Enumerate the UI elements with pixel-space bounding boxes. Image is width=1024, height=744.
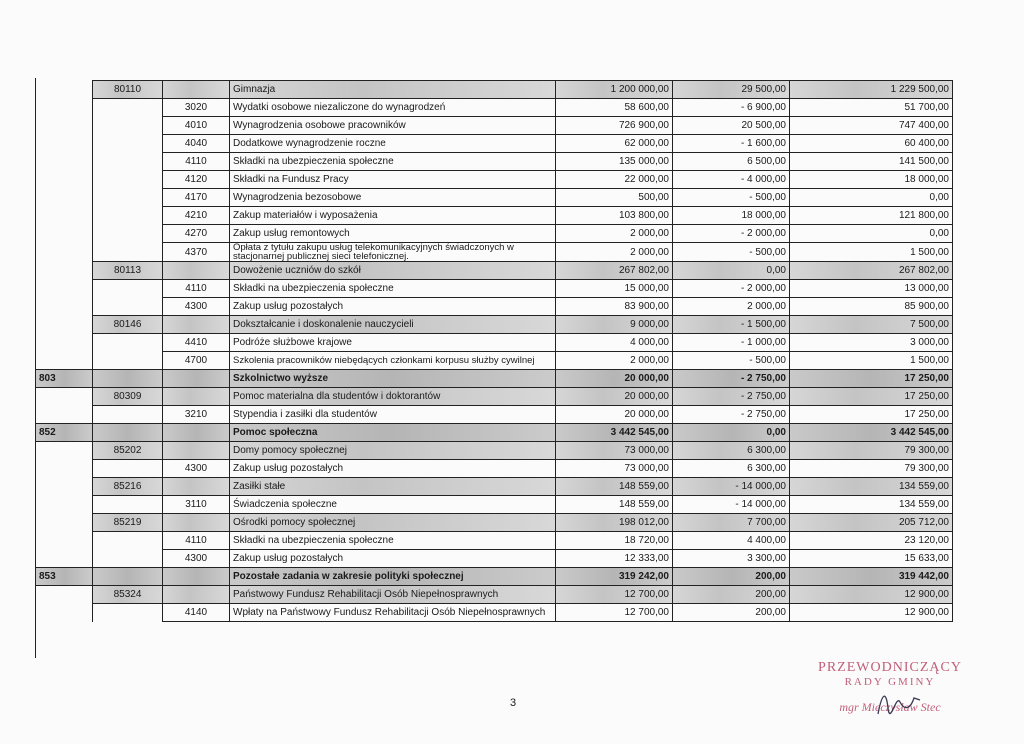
cell-b: 200,00: [673, 604, 790, 622]
cell-par: 4110: [163, 153, 230, 171]
table-row: [36, 262, 953, 280]
cell-dz: [36, 135, 93, 153]
cell-name: Zakup materiałów i wyposażenia: [230, 207, 556, 225]
cell-a: 62 000,00: [556, 135, 673, 153]
table-row: [36, 280, 953, 298]
cell-name: Wydatki osobowe niezaliczone do wynagrodzeń: [230, 99, 556, 117]
cell-c: 3 000,00: [790, 334, 953, 352]
cell-name: Składki na ubezpieczenia społeczne: [230, 153, 556, 171]
table-row: [36, 604, 953, 622]
cell-c: 79 300,00: [790, 460, 953, 478]
cell-par: 4110: [163, 280, 230, 298]
cell-c: 60 400,00: [790, 135, 953, 153]
cell-a: 20 000,00: [556, 406, 673, 424]
cell-par: 4410: [163, 334, 230, 352]
cell-a: 12 700,00: [556, 604, 673, 622]
cell-c: 134 559,00: [790, 478, 953, 496]
cell-a: 2 000,00: [556, 225, 673, 243]
cell-c: 17 250,00: [790, 388, 953, 406]
cell-c: 1 229 500,00: [790, 81, 953, 99]
cell-name: Wpłaty na Państwowy Fundusz Rehabilitacji Osób Niepełnosprawnych: [230, 604, 556, 622]
cell-b: 200,00: [673, 586, 790, 604]
cell-a: 500,00: [556, 189, 673, 207]
cell-dz: 803: [36, 370, 93, 388]
cell-b: 7 700,00: [673, 514, 790, 532]
stamp-name: mgr Mieczysław Stec: [839, 700, 941, 714]
cell-roz: [93, 225, 163, 243]
cell-roz: 85324: [93, 586, 163, 604]
cell-roz: [93, 550, 163, 568]
cell-a: 2 000,00: [556, 243, 673, 262]
cell-dz: [36, 388, 93, 406]
cell-dz: [36, 442, 93, 460]
cell-b: - 4 000,00: [673, 171, 790, 189]
cell-b: - 2 750,00: [673, 406, 790, 424]
cell-name: Dodatkowe wynagrodzenie roczne: [230, 135, 556, 153]
cell-a: 9 000,00: [556, 316, 673, 334]
cell-roz: [93, 460, 163, 478]
cell-par: 4170: [163, 189, 230, 207]
cell-c: 267 802,00: [790, 262, 953, 280]
cell-par: [163, 442, 230, 460]
cell-a: 135 000,00: [556, 153, 673, 171]
table-row: [36, 99, 953, 117]
cell-name: Składki na ubezpieczenia społeczne: [230, 532, 556, 550]
cell-c: 13 000,00: [790, 280, 953, 298]
cell-b: - 2 000,00: [673, 225, 790, 243]
table-row: [36, 478, 953, 496]
cell-dz: [36, 81, 93, 99]
cell-roz: [93, 171, 163, 189]
cell-par: [163, 424, 230, 442]
cell-name: Stypendia i zasiłki dla studentów: [230, 406, 556, 424]
cell-par: [163, 81, 230, 99]
cell-dz: [36, 207, 93, 225]
cell-roz: [93, 370, 163, 388]
cell-roz: [93, 496, 163, 514]
cell-c: 17 250,00: [790, 406, 953, 424]
cell-par: 4270: [163, 225, 230, 243]
table-row: [36, 388, 953, 406]
cell-c: 23 120,00: [790, 532, 953, 550]
cell-par: 4010: [163, 117, 230, 135]
cell-a: 726 900,00: [556, 117, 673, 135]
cell-a: 4 000,00: [556, 334, 673, 352]
cell-a: 3 442 545,00: [556, 424, 673, 442]
cell-roz: [93, 99, 163, 117]
cell-name: Zakup usług remontowych: [230, 225, 556, 243]
cell-dz: [36, 460, 93, 478]
cell-par: 4120: [163, 171, 230, 189]
cell-c: 79 300,00: [790, 442, 953, 460]
cell-roz: 85216: [93, 478, 163, 496]
cell-roz: [93, 207, 163, 225]
cell-roz: 85219: [93, 514, 163, 532]
cell-roz: 80110: [93, 81, 163, 99]
cell-c: 319 442,00: [790, 568, 953, 586]
cell-dz: [36, 604, 93, 622]
cell-name: Składki na ubezpieczenia społeczne: [230, 280, 556, 298]
cell-a: 103 800,00: [556, 207, 673, 225]
cell-c: 205 712,00: [790, 514, 953, 532]
cell-c: 1 500,00: [790, 352, 953, 370]
signature-icon: [870, 688, 930, 718]
table-row: [36, 442, 953, 460]
cell-c: 0,00: [790, 189, 953, 207]
cell-par: 4040: [163, 135, 230, 153]
table-row: [36, 135, 953, 153]
cell-dz: [36, 153, 93, 171]
table-row: [36, 81, 953, 99]
cell-par: 4700: [163, 352, 230, 370]
table-row: [36, 189, 953, 207]
cell-a: 2 000,00: [556, 352, 673, 370]
cell-name: Dokształcanie i doskonalenie nauczycieli: [230, 316, 556, 334]
cell-roz: [93, 189, 163, 207]
cell-dz: 853: [36, 568, 93, 586]
cell-b: 2 000,00: [673, 298, 790, 316]
cell-par: 3210: [163, 406, 230, 424]
cell-b: 3 300,00: [673, 550, 790, 568]
cell-dz: [36, 280, 93, 298]
table-row: [36, 370, 953, 388]
cell-name: Składki na Fundusz Pracy: [230, 171, 556, 189]
cell-c: 15 633,00: [790, 550, 953, 568]
cell-name: Zakup usług pozostałych: [230, 298, 556, 316]
cell-b: 6 500,00: [673, 153, 790, 171]
cell-par: [163, 388, 230, 406]
cell-c: 0,00: [790, 225, 953, 243]
cell-b: 29 500,00: [673, 81, 790, 99]
cell-name: Domy pomocy społecznej: [230, 442, 556, 460]
cell-c: 17 250,00: [790, 370, 953, 388]
table-row: [36, 298, 953, 316]
cell-dz: [36, 478, 93, 496]
cell-roz: [93, 135, 163, 153]
cell-b: - 500,00: [673, 352, 790, 370]
table-row: [36, 334, 953, 352]
table-row: [36, 460, 953, 478]
cell-b: - 14 000,00: [673, 496, 790, 514]
cell-dz: [36, 225, 93, 243]
cell-roz: [93, 117, 163, 135]
cell-a: 12 700,00: [556, 586, 673, 604]
table-row: [36, 406, 953, 424]
cell-name: Podróże służbowe krajowe: [230, 334, 556, 352]
cell-b: - 2 000,00: [673, 280, 790, 298]
cell-par: 4370: [163, 243, 230, 262]
table-row: [36, 352, 953, 370]
cell-c: 134 559,00: [790, 496, 953, 514]
cell-par: [163, 316, 230, 334]
cell-name: Zakup usług pozostałych: [230, 550, 556, 568]
cell-roz: [93, 406, 163, 424]
cell-dz: [36, 532, 93, 550]
cell-b: - 500,00: [673, 189, 790, 207]
table-row: [36, 514, 953, 532]
cell-b: - 6 900,00: [673, 99, 790, 117]
cell-name: Wynagrodzenia bezosobowe: [230, 189, 556, 207]
cell-c: 141 500,00: [790, 153, 953, 171]
cell-name: Pomoc społeczna: [230, 424, 556, 442]
cell-name: Zasiłki stałe: [230, 478, 556, 496]
cell-roz: [93, 424, 163, 442]
cell-b: 4 400,00: [673, 532, 790, 550]
cell-name: Państwowy Fundusz Rehabilitacji Osób Niepełnosprawnych: [230, 586, 556, 604]
cell-dz: [36, 171, 93, 189]
cell-b: 0,00: [673, 262, 790, 280]
cell-b: - 1 500,00: [673, 316, 790, 334]
cell-name: Świadczenia społeczne: [230, 496, 556, 514]
cell-name: Zakup usług pozostałych: [230, 460, 556, 478]
cell-c: 747 400,00: [790, 117, 953, 135]
cell-par: [163, 568, 230, 586]
cell-par: [163, 478, 230, 496]
cell-name: Pozostałe zadania w zakresie polityki społecznej: [230, 568, 556, 586]
table-row: [36, 316, 953, 334]
budget-table: [35, 80, 953, 622]
cell-b: - 1 600,00: [673, 135, 790, 153]
cell-par: 4300: [163, 460, 230, 478]
table-row: [36, 532, 953, 550]
cell-a: 319 242,00: [556, 568, 673, 586]
cell-dz: [36, 352, 93, 370]
cell-roz: [93, 568, 163, 586]
cell-a: 148 559,00: [556, 496, 673, 514]
cell-b: - 14 000,00: [673, 478, 790, 496]
table-row: [36, 243, 953, 262]
table-row: [36, 424, 953, 442]
cell-b: 200,00: [673, 568, 790, 586]
table-row: [36, 117, 953, 135]
cell-dz: [36, 316, 93, 334]
cell-par: [163, 586, 230, 604]
cell-c: 1 500,00: [790, 243, 953, 262]
cell-a: 267 802,00: [556, 262, 673, 280]
cell-c: 18 000,00: [790, 171, 953, 189]
cell-b: 0,00: [673, 424, 790, 442]
cell-c: 85 900,00: [790, 298, 953, 316]
cell-c: 12 900,00: [790, 586, 953, 604]
cell-name: Dowożenie uczniów do szkół: [230, 262, 556, 280]
cell-name: Szkolenia pracowników niebędących członkami korpusu służby cywilnej: [230, 352, 556, 370]
cell-a: 198 012,00: [556, 514, 673, 532]
cell-roz: 80309: [93, 388, 163, 406]
cell-a: 15 000,00: [556, 280, 673, 298]
cell-dz: [36, 586, 93, 604]
cell-dz: [36, 189, 93, 207]
cell-roz: [93, 243, 163, 262]
cell-dz: 852: [36, 424, 93, 442]
table-row: [36, 171, 953, 189]
cell-c: 7 500,00: [790, 316, 953, 334]
cell-par: 4140: [163, 604, 230, 622]
cell-name: Wynagrodzenia osobowe pracowników: [230, 117, 556, 135]
cell-par: 4110: [163, 532, 230, 550]
cell-dz: [36, 298, 93, 316]
cell-dz: [36, 514, 93, 532]
cell-name: Gimnazja: [230, 81, 556, 99]
cell-dz: [36, 99, 93, 117]
cell-name: Ośrodki pomocy społecznej: [230, 514, 556, 532]
cell-a: 18 720,00: [556, 532, 673, 550]
cell-dz: [36, 262, 93, 280]
cell-roz: [93, 532, 163, 550]
cell-c: 51 700,00: [790, 99, 953, 117]
cell-dz: [36, 243, 93, 262]
cell-b: - 500,00: [673, 243, 790, 262]
cell-roz: [93, 352, 163, 370]
cell-a: 73 000,00: [556, 442, 673, 460]
table-row: [36, 496, 953, 514]
cell-roz: [93, 334, 163, 352]
cell-par: 4300: [163, 550, 230, 568]
table-row: [36, 225, 953, 243]
cell-dz: [36, 496, 93, 514]
cell-par: 3020: [163, 99, 230, 117]
table-row: [36, 550, 953, 568]
budget-table-body: [36, 81, 953, 622]
table-row: [36, 153, 953, 171]
cell-par: [163, 262, 230, 280]
cell-c: 12 900,00: [790, 604, 953, 622]
stamp-title: PRZEWODNICZĄCY: [818, 660, 962, 675]
cell-b: 20 500,00: [673, 117, 790, 135]
cell-roz: 80113: [93, 262, 163, 280]
cell-dz: [36, 334, 93, 352]
cell-dz: [36, 550, 93, 568]
cell-roz: 85202: [93, 442, 163, 460]
cell-b: - 2 750,00: [673, 370, 790, 388]
cell-roz: [93, 153, 163, 171]
cell-b: 18 000,00: [673, 207, 790, 225]
cell-a: 22 000,00: [556, 171, 673, 189]
table-row: [36, 568, 953, 586]
table-row: [36, 586, 953, 604]
cell-c: 121 800,00: [790, 207, 953, 225]
cell-dz: [36, 117, 93, 135]
cell-b: - 1 000,00: [673, 334, 790, 352]
cell-par: 3110: [163, 496, 230, 514]
cell-name: Pomoc materialna dla studentów i doktorantów: [230, 388, 556, 406]
cell-roz: 80146: [93, 316, 163, 334]
cell-dz: [36, 406, 93, 424]
cell-par: [163, 514, 230, 532]
stamp-subtitle: RADY GMINY: [844, 676, 936, 688]
cell-b: 6 300,00: [673, 460, 790, 478]
cell-a: 58 600,00: [556, 99, 673, 117]
cell-name: Szkolnictwo wyższe: [230, 370, 556, 388]
cell-name: Opłata z tytułu zakupu usług telekomunikacyjnych świadczonych w stacjonarnej publicznej sieci telefonicznej.: [230, 243, 556, 262]
cell-b: 6 300,00: [673, 442, 790, 460]
cell-a: 83 900,00: [556, 298, 673, 316]
cell-c: 3 442 545,00: [790, 424, 953, 442]
cell-a: 20 000,00: [556, 370, 673, 388]
cell-a: 12 333,00: [556, 550, 673, 568]
cell-par: 4300: [163, 298, 230, 316]
table-row: [36, 207, 953, 225]
cell-roz: [93, 604, 163, 622]
cell-par: 4210: [163, 207, 230, 225]
cell-a: 20 000,00: [556, 388, 673, 406]
cell-a: 73 000,00: [556, 460, 673, 478]
cell-a: 148 559,00: [556, 478, 673, 496]
cell-roz: [93, 298, 163, 316]
cell-par: [163, 370, 230, 388]
cell-a: 1 200 000,00: [556, 81, 673, 99]
page-number: 3: [510, 697, 517, 709]
cell-b: - 2 750,00: [673, 388, 790, 406]
cell-roz: [93, 280, 163, 298]
